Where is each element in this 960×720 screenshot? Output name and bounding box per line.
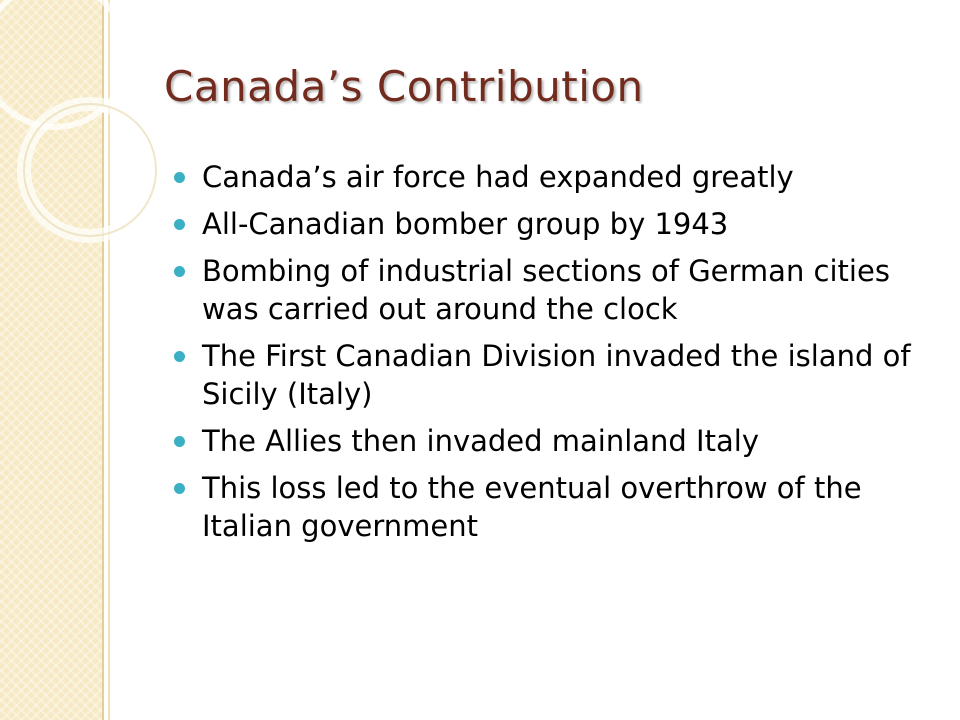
bullet-text: The Allies then invaded mainland Italy (202, 424, 759, 458)
bullet-text: The First Canadian Division invaded the island of Sicily (Italy) (202, 339, 911, 411)
bullet-dot-icon (174, 483, 185, 494)
bullet-dot-icon (174, 351, 185, 362)
bullet-text: Canada’s air force had expanded greatly (202, 160, 794, 194)
list-item (174, 205, 934, 243)
list-item (174, 158, 934, 196)
bullet-text: Bombing of industrial sections of German cities was carried out around the clock (202, 254, 890, 326)
bullet-text: This loss led to the eventual overthrow of the Italian government (202, 471, 862, 543)
list-item (174, 469, 934, 545)
list-item (174, 422, 934, 460)
bullet-list (174, 158, 934, 554)
list-item (174, 337, 934, 413)
bullet-text: All-Canadian bomber group by 1943 (202, 207, 729, 241)
decorative-rings-icon (0, 0, 160, 260)
bullet-dot-icon (174, 436, 185, 447)
bullet-dot-icon (174, 172, 185, 183)
bullet-dot-icon (174, 266, 185, 277)
bullet-dot-icon (174, 219, 185, 230)
slide-title: Canada’s Contribution (164, 62, 644, 111)
list-item (174, 252, 934, 328)
